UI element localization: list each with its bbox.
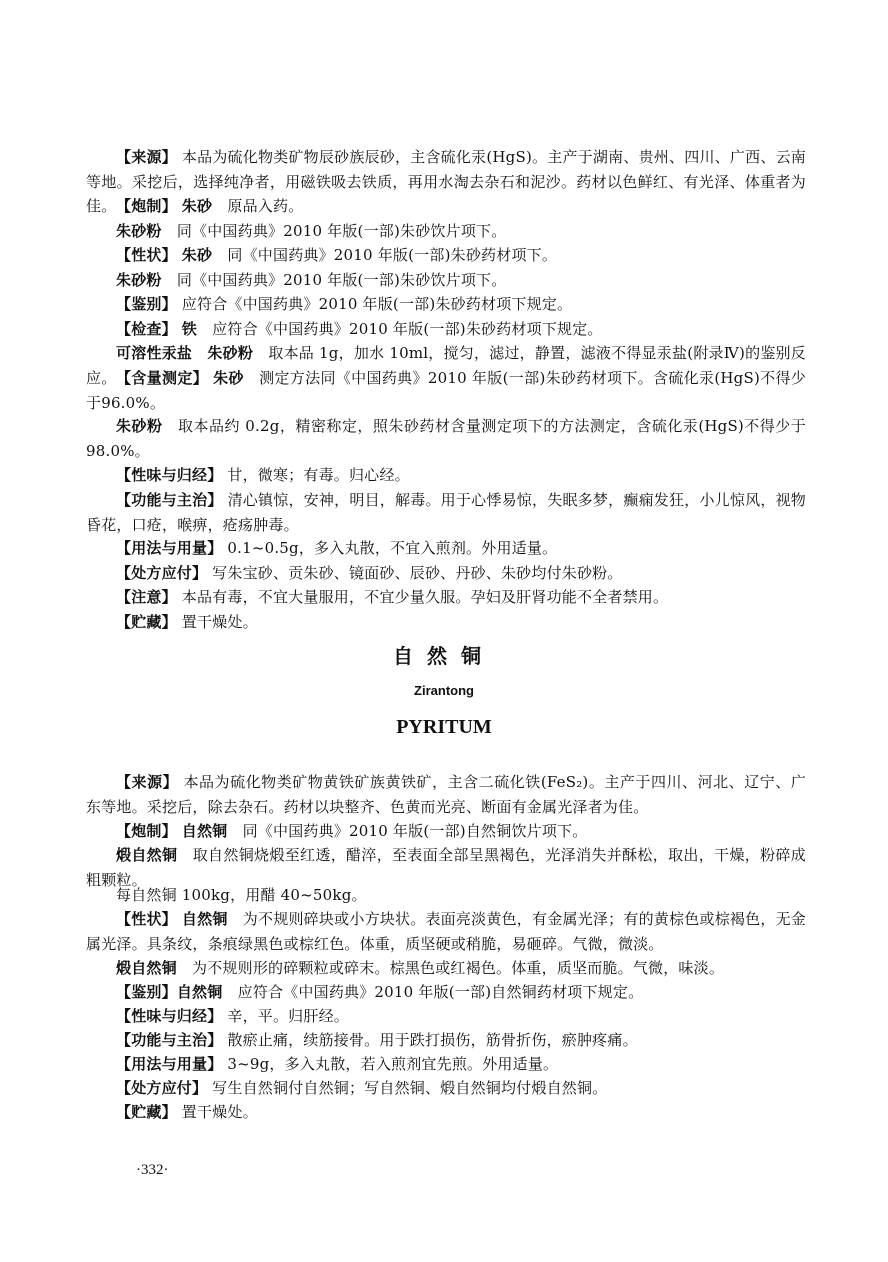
paragraph-text: 本品为硫化物类矿物辰砂族辰砂，主含硫化汞(HgS)。主产于湖南、贵州、四川、广西、云南等地。采挖后，选择纯净者，用磁铁吸去铁质，再用水淘去杂石和泥沙。药材以色鲜红、有光泽、体重者为佳。 <box>86 148 806 216</box>
paragraph-text: 每自然铜 100kg，用醋 40~50kg。 <box>116 886 367 904</box>
subsection-label: 朱砂 <box>181 246 213 264</box>
paragraph-processing <box>86 819 806 844</box>
section-label: 【处方应付】 <box>116 1079 208 1097</box>
paragraph-nature-meridian <box>86 463 806 488</box>
section-label: 【性状】 <box>116 910 177 928</box>
paragraph-prescription <box>86 561 806 586</box>
paragraph-text: 辛，平。归肝经。 <box>227 1007 349 1025</box>
paragraph-characteristics <box>86 243 806 268</box>
paragraph-text: 置干燥处。 <box>181 613 258 631</box>
paragraph-calcined-characteristics <box>86 956 806 981</box>
section-label: 【鉴别】 <box>116 983 177 1001</box>
paragraph-caution <box>86 585 806 610</box>
subsection-label: 可溶性汞盐 朱砂粉 <box>116 344 254 362</box>
monograph-title-latin: PYRITUM <box>396 716 492 738</box>
paragraph-text: 散瘀止痛，续筋接骨。用于跌打损伤，筋骨折伤，瘀肿疼痛。 <box>227 1031 638 1049</box>
paragraph-source <box>86 770 806 819</box>
section-label: 【贮藏】 <box>116 613 177 631</box>
subsection-label: 自然铜 <box>181 822 228 840</box>
subsection-label: 朱砂 <box>181 197 213 215</box>
section-label: 【注意】 <box>116 588 177 606</box>
paragraph-text: 取本品约 0.2g，精密称定，照朱砂药材含量测定项下的方法测定，含硫化汞(HgS)不得少于98.0%。 <box>86 417 806 460</box>
paragraph-text: 写朱宝砂、贡朱砂、镜面砂、辰砂、丹砂、朱砂均付朱砂粉。 <box>212 564 623 582</box>
section-label: 【贮藏】 <box>116 1103 177 1121</box>
paragraph-prescription <box>86 1076 806 1101</box>
section-label: 【性状】 <box>116 246 177 264</box>
paragraph-text: 同《中国药典》2010 年版(一部)自然铜饮片项下。 <box>242 822 588 840</box>
subsection-label: 朱砂 <box>213 369 244 387</box>
subsection-label: 朱砂粉 <box>116 271 162 289</box>
subsection-label: 煅自然铜 <box>116 846 178 864</box>
paragraph-usage-dosage <box>86 536 806 561</box>
paragraph-vinegar-ratio <box>86 883 806 908</box>
paragraph-content-determination <box>86 366 806 415</box>
paragraph-nature-meridian <box>86 1004 806 1029</box>
paragraph-content-powder <box>86 414 806 463</box>
paragraph-characteristics <box>86 907 806 956</box>
paragraph-text: 为不规则碎块或小方块状。表面亮淡黄色，有金属光泽；有的黄棕色或棕褐色，无金属光泽。具条纹，条痕绿黑色或棕红色。体重，质坚硬或稍脆，易砸碎。气微，微淡。 <box>86 910 807 953</box>
section-label: 【炮制】 <box>116 822 177 840</box>
paragraph-text: 甘，微寒；有毒。归心经。 <box>227 466 410 484</box>
section-label: 【来源】 <box>116 773 179 791</box>
section-label: 【来源】 <box>116 148 177 166</box>
subsection-label: 朱砂粉 <box>116 222 162 240</box>
paragraph-characteristics-powder <box>86 268 806 293</box>
section-label: 【性味与归经】 <box>116 1007 223 1025</box>
section-label: 【检查】 <box>116 320 177 338</box>
section-label: 【功能与主治】 <box>116 1031 223 1049</box>
section-label: 【含量测定】 <box>116 369 209 387</box>
subsection-label: 自然铜 <box>181 910 228 928</box>
paragraph-usage-dosage <box>86 1052 806 1077</box>
section-label: 【用法与用量】 <box>116 1055 223 1073</box>
paragraph-text: 写生自然铜付自然铜；写自然铜、煅自然铜均付煅自然铜。 <box>212 1079 608 1097</box>
paragraph-function-indication <box>86 488 806 537</box>
subsection-label: 铁 <box>181 320 197 338</box>
paragraph-text: 清心镇惊，安神，明目，解毒。用于心悸易惊，失眠多梦，癫痫发狂，小儿惊风，视物昏花，口疮，喉痹，疮疡肿毒。 <box>86 491 807 534</box>
monograph-title-pinyin: Zirantong <box>414 683 474 698</box>
section-label: 【鉴别】 <box>116 295 177 313</box>
paragraph-processing <box>86 194 806 219</box>
section-label: 【用法与用量】 <box>116 539 223 557</box>
paragraph-storage <box>86 1100 806 1125</box>
subsection-label: 自然铜 <box>176 983 223 1001</box>
subsection-label: 煅自然铜 <box>116 959 177 977</box>
paragraph-identification <box>86 980 806 1005</box>
paragraph-text: 取本品 1g，加水 10ml，搅匀，滤过，静置，滤液不得显汞盐(附录Ⅳ)的鉴别反应。 <box>86 344 806 387</box>
paragraph-text: 置干燥处。 <box>181 1103 258 1121</box>
paragraph-text: 本品为硫化物类矿物黄铁矿族黄铁矿，主含二硫化铁(FeS₂)。主产于四川、河北、辽宁、广东等地。采挖后，除去杂石。药材以块整齐、色黄而光亮、断面有金属光泽者为佳。 <box>86 773 807 816</box>
page-number: ·332· <box>136 1162 169 1178</box>
section-label: 【性味与归经】 <box>116 466 223 484</box>
paragraph-text: 同《中国药典》2010 年版(一部)朱砂药材项下。 <box>227 246 558 264</box>
paragraph-text: 本品有毒，不宜大量服用，不宜少量久服。孕妇及肝肾功能不全者禁用。 <box>181 588 669 606</box>
paragraph-text: 原品入药。 <box>227 197 304 215</box>
paragraph-storage <box>86 610 806 635</box>
paragraph-text: 0.1~0.5g，多入丸散，不宜入煎剂。外用适量。 <box>227 539 558 557</box>
paragraph-text: 同《中国药典》2010 年版(一部)朱砂饮片项下。 <box>176 271 507 289</box>
paragraph-text: 应符合《中国药典》2010 年版(一部)自然铜药材项下规定。 <box>237 983 644 1001</box>
monograph-title-chinese: 自然铜 <box>393 644 495 668</box>
section-label: 【功能与主治】 <box>116 491 223 509</box>
paragraph-text: 取自然铜烧煅至红透，醋淬，至表面全部呈黑褐色，光泽消失并酥松，取出，干燥，粉碎成粗颗粒。 <box>86 846 806 889</box>
paragraph-text: 测定方法同《中国药典》2010 年版(一部)朱砂药材项下。含硫化汞(HgS)不得少于96.0%。 <box>86 369 806 412</box>
paragraph-function-indication <box>86 1028 806 1053</box>
paragraph-inspection <box>86 317 806 342</box>
section-label: 【炮制】 <box>116 197 177 215</box>
paragraph-text: 同《中国药典》2010 年版(一部)朱砂饮片项下。 <box>176 222 507 240</box>
section-label: 【处方应付】 <box>116 564 208 582</box>
paragraph-processing-powder <box>86 219 806 244</box>
paragraph-text: 为不规则形的碎颗粒或碎末。棕黑色或红褐色。体重，质坚而脆。气微，味淡。 <box>192 959 725 977</box>
subsection-label: 朱砂粉 <box>116 417 163 435</box>
paragraph-text: 应符合《中国药典》2010 年版(一部)朱砂药材项下规定。 <box>181 295 573 313</box>
paragraph-text: 3~9g，多入丸散，若入煎剂宜先煎。外用适量。 <box>227 1055 559 1073</box>
paragraph-identification <box>86 292 806 317</box>
paragraph-text: 应符合《中国药典》2010 年版(一部)朱砂药材项下规定。 <box>212 320 603 338</box>
